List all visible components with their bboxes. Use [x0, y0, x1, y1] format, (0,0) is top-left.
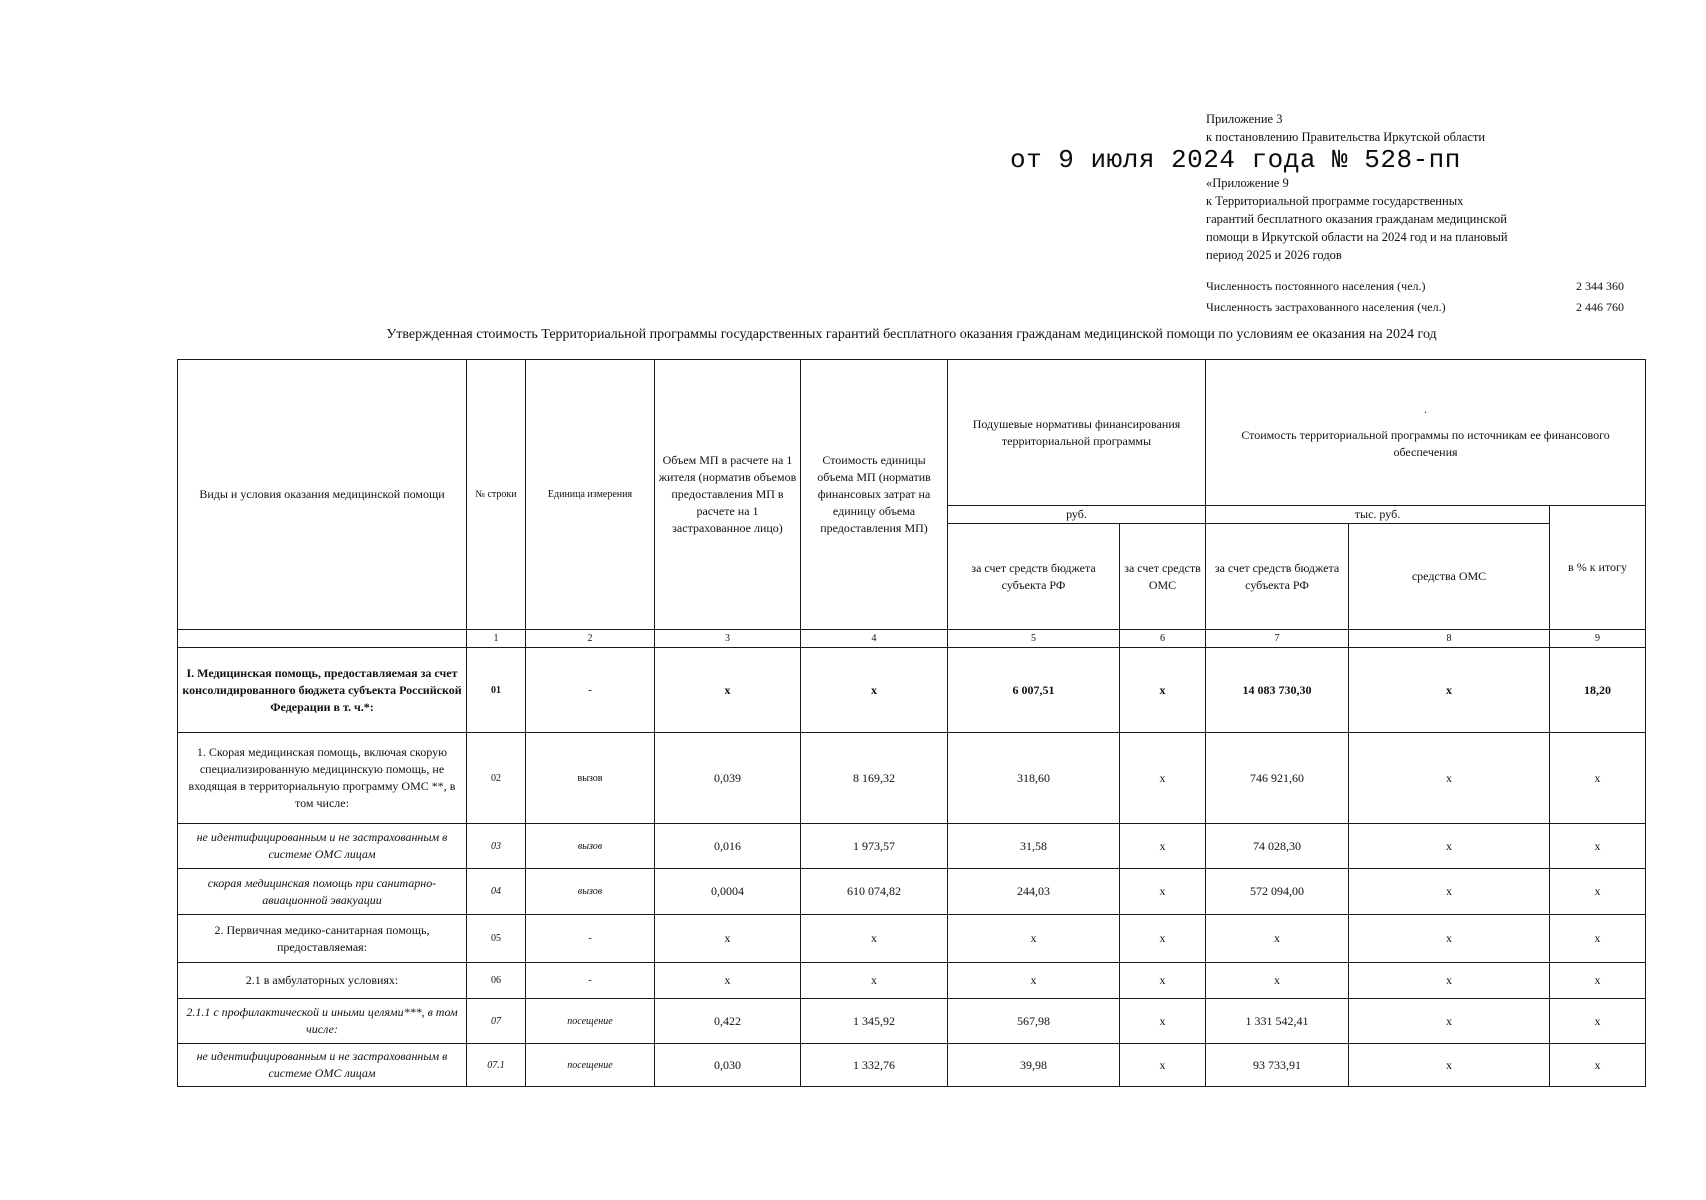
- row-budget-rub: x: [948, 963, 1120, 999]
- row-oms-rub: x: [1120, 999, 1206, 1044]
- row-budget-rub: 39,98: [948, 1044, 1120, 1087]
- program-line: гарантий бесплатного оказания гражданам медицинской: [1206, 212, 1507, 226]
- row-percent: x: [1550, 733, 1646, 824]
- row-unit: -: [526, 915, 655, 963]
- row-number: 02: [467, 733, 526, 824]
- row-oms-thous: x: [1349, 1044, 1550, 1087]
- column-number: 4: [801, 630, 948, 648]
- row-budget-thous: 74 028,30: [1206, 824, 1349, 869]
- table-row: [178, 1044, 1646, 1087]
- header-program-cost: [1206, 360, 1646, 506]
- row-volume: x: [655, 648, 801, 733]
- row-oms-rub: x: [1120, 648, 1206, 733]
- header-row: [178, 360, 1646, 506]
- row-cost: x: [801, 648, 948, 733]
- row-percent: x: [1550, 999, 1646, 1044]
- row-oms-thous: x: [1349, 915, 1550, 963]
- header-oms-short: за счет средств ОМС: [1120, 524, 1206, 630]
- row-oms-thous: x: [1349, 963, 1550, 999]
- row-volume: 0,016: [655, 824, 801, 869]
- row-number: 04: [467, 869, 526, 915]
- row-unit: посещение: [526, 999, 655, 1044]
- header-rub: руб.: [948, 506, 1206, 524]
- row-budget-thous: 1 331 542,41: [1206, 999, 1349, 1044]
- row-percent: x: [1550, 915, 1646, 963]
- row-budget-rub: 6 007,51: [948, 648, 1120, 733]
- program-line: «Приложение 9: [1206, 176, 1289, 190]
- row-budget-thous: 93 733,91: [1206, 1044, 1349, 1087]
- row-oms-thous: x: [1349, 733, 1550, 824]
- table-row: [178, 869, 1646, 915]
- row-unit: вызов: [526, 869, 655, 915]
- row-volume: 0,030: [655, 1044, 801, 1087]
- appendix-line: к постановлению Правительства Иркутской области: [1206, 130, 1486, 144]
- table-row: [178, 648, 1646, 733]
- row-unit: посещение: [526, 1044, 655, 1087]
- row-percent: x: [1550, 869, 1646, 915]
- header-row-no: № строки: [467, 360, 526, 630]
- program-header: [1206, 174, 1508, 264]
- row-cost: 1 332,76: [801, 1044, 948, 1087]
- header-budget-rf: за счет средств бюджета субъекта РФ: [948, 524, 1120, 630]
- row-budget-thous: 746 921,60: [1206, 733, 1349, 824]
- row-number: 03: [467, 824, 526, 869]
- table-row: [178, 733, 1646, 824]
- row-volume: x: [655, 915, 801, 963]
- row-label: не идентифицированным и не застрахованным в системе ОМС лицам: [178, 824, 467, 869]
- insured-population-label: Численность застрахованного населения (чел.): [1206, 300, 1446, 314]
- header-budget-rf-2: за счет средств бюджета субъекта РФ: [1206, 524, 1349, 630]
- document-title: Утвержденная стоимость Территориальной программы государственных гарантий бесплатного оказания гражданам медицинской помощи по условиям ее оказания на 2024 год: [386, 327, 1437, 342]
- row-volume: 0,039: [655, 733, 801, 824]
- row-number: 07: [467, 999, 526, 1044]
- row-percent: x: [1550, 1044, 1646, 1087]
- row-oms-rub: x: [1120, 963, 1206, 999]
- appendix-line: Приложение 3: [1206, 112, 1283, 126]
- row-label: 2.1.1 с профилактической и иными целями***, в том числе:: [178, 999, 467, 1044]
- row-label: не идентифицированным и не застрахованным в системе ОМС лицам: [178, 1044, 467, 1087]
- row-number: 07.1: [467, 1044, 526, 1087]
- population-label: Численность постоянного населения (чел.): [1206, 279, 1426, 293]
- row-number: 01: [467, 648, 526, 733]
- row-label: 1. Скорая медицинская помощь, включая скорую специализированную медицинскую помощь, не входящая в территориальную программу ОМС **, в том числе:: [178, 733, 467, 824]
- column-number: [178, 630, 467, 648]
- row-label: 2. Первичная медико-санитарная помощь, предоставляемая:: [178, 915, 467, 963]
- column-number: 6: [1120, 630, 1206, 648]
- table-row: [178, 999, 1646, 1044]
- row-oms-rub: x: [1120, 915, 1206, 963]
- header-unit: Единица измерения: [526, 360, 655, 630]
- header-program-cost-text: Стоимость территориальной программы по источникам ее финансового обеспечения: [1241, 428, 1610, 459]
- header-percent: в % к итогу: [1550, 506, 1646, 630]
- header-dot: ·: [1423, 405, 1428, 419]
- row-oms-thous: x: [1349, 999, 1550, 1044]
- row-percent: x: [1550, 824, 1646, 869]
- column-number: 8: [1349, 630, 1550, 648]
- row-label: I. Медицинская помощь, предоставляемая за счет консолидированного бюджета субъекта Российской Федерации в т. ч.*:: [178, 648, 467, 733]
- table-row: [178, 915, 1646, 963]
- row-volume: 0,422: [655, 999, 801, 1044]
- header-volume: Объем МП в расчете на 1 жителя (норматив объемов предоставления МП в расчете на 1 застрахованное лицо): [655, 360, 801, 630]
- row-volume: x: [655, 963, 801, 999]
- appendix-header: [1206, 110, 1485, 146]
- column-number-row: [178, 630, 1646, 648]
- row-percent: 18,20: [1550, 648, 1646, 733]
- row-cost: 610 074,82: [801, 869, 948, 915]
- row-budget-thous: x: [1206, 963, 1349, 999]
- table-row: [178, 824, 1646, 869]
- row-cost: x: [801, 915, 948, 963]
- column-number: 3: [655, 630, 801, 648]
- population-value: 2 344 360: [1576, 279, 1624, 293]
- row-budget-rub: 567,98: [948, 999, 1120, 1044]
- decree-stamp: от 9 июля 2024 года № 528-пп: [1010, 145, 1461, 175]
- insured-population-value: 2 446 760: [1576, 300, 1624, 314]
- row-budget-thous: 14 083 730,30: [1206, 648, 1349, 733]
- column-number: 2: [526, 630, 655, 648]
- column-number: 1: [467, 630, 526, 648]
- row-unit: вызов: [526, 733, 655, 824]
- header-thous-rub: тыс. руб.: [1206, 506, 1550, 524]
- row-number: 05: [467, 915, 526, 963]
- row-budget-thous: x: [1206, 915, 1349, 963]
- table-row: [178, 963, 1646, 999]
- program-line: к Территориальной программе государственных: [1206, 194, 1464, 208]
- row-budget-rub: x: [948, 915, 1120, 963]
- program-line: помощи в Иркутской области на 2024 год и на плановый: [1206, 230, 1508, 244]
- row-cost: x: [801, 963, 948, 999]
- row-unit: вызов: [526, 824, 655, 869]
- column-number: 5: [948, 630, 1120, 648]
- row-unit: -: [526, 648, 655, 733]
- header-oms: средства ОМС: [1349, 524, 1550, 630]
- row-oms-thous: x: [1349, 824, 1550, 869]
- row-label: 2.1 в амбулаторных условиях:: [178, 963, 467, 999]
- row-label: скорая медицинская помощь при санитарно-авиационной эвакуации: [178, 869, 467, 915]
- row-oms-thous: x: [1349, 648, 1550, 733]
- row-budget-rub: 31,58: [948, 824, 1120, 869]
- row-oms-rub: x: [1120, 824, 1206, 869]
- row-volume: 0,0004: [655, 869, 801, 915]
- header-per-capita: Подушевые нормативы финансирования территориальной программы: [948, 360, 1206, 506]
- row-budget-rub: 318,60: [948, 733, 1120, 824]
- row-unit: -: [526, 963, 655, 999]
- column-number: 9: [1550, 630, 1646, 648]
- row-oms-rub: x: [1120, 1044, 1206, 1087]
- header-kind: Виды и условия оказания медицинской помощи: [178, 360, 467, 630]
- row-cost: 1 345,92: [801, 999, 948, 1044]
- row-oms-thous: x: [1349, 869, 1550, 915]
- row-percent: x: [1550, 963, 1646, 999]
- row-oms-rub: x: [1120, 733, 1206, 824]
- header-cost: Стоимость единицы объема МП (норматив финансовых затрат на единицу объема предоставления МП): [801, 360, 948, 630]
- column-number: 7: [1206, 630, 1349, 648]
- row-cost: 8 169,32: [801, 733, 948, 824]
- row-cost: 1 973,57: [801, 824, 948, 869]
- row-oms-rub: x: [1120, 869, 1206, 915]
- row-number: 06: [467, 963, 526, 999]
- cost-table: [177, 359, 1646, 1087]
- row-budget-rub: 244,03: [948, 869, 1120, 915]
- row-budget-thous: 572 094,00: [1206, 869, 1349, 915]
- program-line: период 2025 и 2026 годов: [1206, 248, 1342, 262]
